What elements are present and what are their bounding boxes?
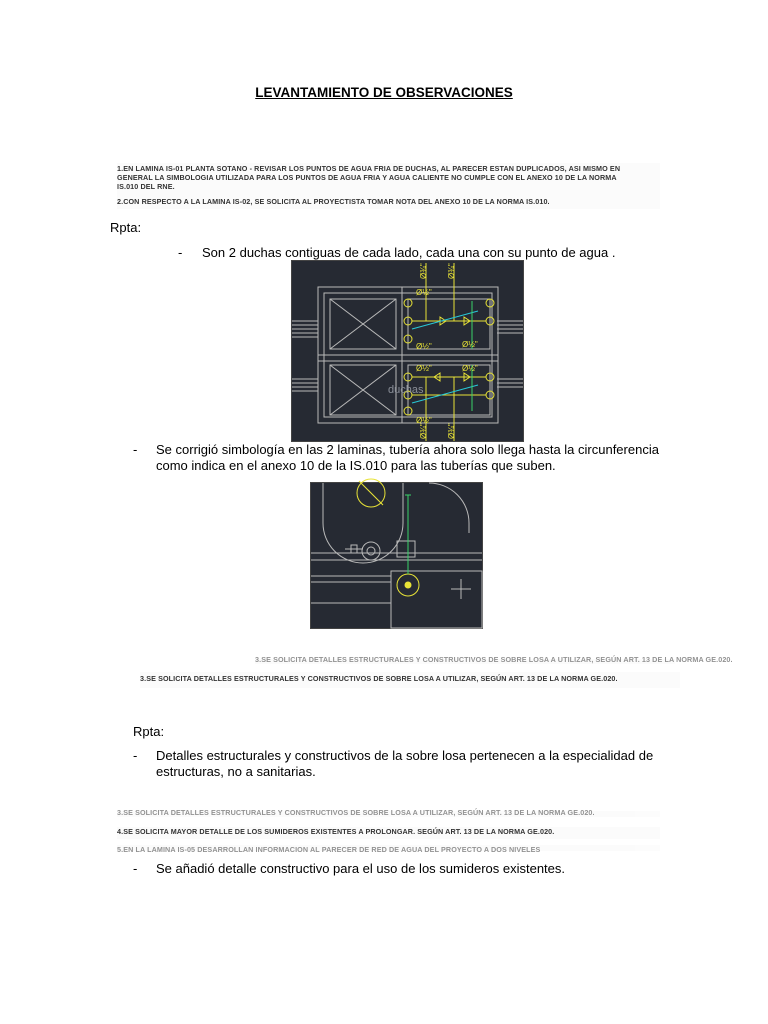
bullet-dash: - (133, 748, 138, 763)
answer-1: Son 2 duchas contiguas de cada lado, cada una con su punto de agua . (202, 245, 616, 260)
observation-line: GENERAL LA SIMBOLOGIA UTILIZADA PARA LOS PUNTOS DE AGUA FRIA Y AGUA CALIENTE NO CUMPLE CON EL ANEXO 10 DE LA NORMA (117, 173, 617, 182)
bullet-dash: - (133, 861, 138, 876)
observation-line: 1.EN LAMINA IS-01 PLANTA SOTANO - REVISAR LOS PUNTOS DE AGUA FRIA DE DUCHAS, AL PARECER ESTAN DUPLICADOS, ASI MISMO EN (117, 164, 621, 173)
observation-cut-line (255, 655, 733, 664)
duchas-label: duchas (388, 384, 424, 396)
rpta-label: Rpta: (133, 724, 165, 739)
rpta-label: Rpta: (110, 220, 142, 235)
observation-line: 2.CON RESPECTO A LA LAMINA IS-02, SE SOLICITA AL PROYECTISTA TOMAR NOTA DEL ANEXO 10 DE LA NORMA IS.010. (117, 197, 550, 206)
observation-line: 3.SE SOLICITA DETALLES ESTRUCTURALES Y CONSTRUCTIVOS DE SOBRE LOSA A UTILIZAR, SEGÚN ART. 13 DE LA NORMA GE.020. (117, 808, 595, 817)
pipe-label: Ø¾" (419, 263, 428, 279)
pipe-label: Ø½" (462, 364, 478, 373)
pipe-symbology-figure (310, 482, 483, 629)
pipe-label: Ø½" (462, 340, 478, 349)
observation-4-scan (117, 827, 660, 839)
observation-line: 4.SE SOLICITA MAYOR DETALLE DE LOS SUMIDEROS EXISTENTES A PROLONGAR. SEGÚN ART. 13 DE LA NORMA GE.020. (117, 827, 555, 836)
observation-line: 3.SE SOLICITA DETALLES ESTRUCTURALES Y CONSTRUCTIVOS DE SOBRE LOSA A UTILIZAR, SEGÚN ART. 13 DE LA NORMA GE.020. (255, 655, 733, 664)
answer-4: Se añadió detalle constructivo para el uso de los sumideros existentes. (156, 861, 566, 876)
observation-3-scan (140, 672, 680, 688)
observation-line: 5.EN LA LAMINA IS-05 DESARROLLAN INFORMACION AL PARECER DE RED DE AGUA DEL PROYECTO A DOS NIVELES (117, 845, 541, 854)
bullet-dash: - (178, 245, 183, 260)
pipe-label: Ø½" (416, 364, 432, 373)
observation-line: IS.010 DEL RNE. (117, 182, 175, 191)
bullet-dash: - (133, 442, 138, 457)
observation-1-scan (117, 163, 660, 209)
pipe-label: Ø½" (416, 342, 432, 351)
document-title: LEVANTAMIENTO DE OBSERVACIONES (255, 85, 513, 100)
answer-2: Se corrigió simbología en las 2 laminas, tubería ahora solo llega hasta la circunferencia como indica en el anexo 10 de la IS.010 para las tuberías que suben. (156, 442, 659, 473)
pipe-label: Ø¾" (419, 423, 428, 439)
pipe-label: Ø½" (416, 288, 432, 297)
pipe-label: Ø¾" (447, 263, 456, 279)
observation-cut-line (117, 808, 660, 817)
pipe-riser-point (405, 582, 412, 589)
pipe-label: Ø½" (416, 416, 432, 425)
observation-cut-line (117, 845, 660, 854)
pipe-label: Ø¾" (447, 423, 456, 439)
observation-line: 3.SE SOLICITA DETALLES ESTRUCTURALES Y CONSTRUCTIVOS DE SOBRE LOSA A UTILIZAR, SEGÚN ART. 13 DE LA NORMA GE.020. (140, 674, 618, 683)
shower-plan-figure (291, 260, 524, 442)
answer-3: Detalles estructurales y constructivos de la sobre losa pertenecen a la especialidad de estructuras, no a sanitarias. (156, 748, 654, 779)
